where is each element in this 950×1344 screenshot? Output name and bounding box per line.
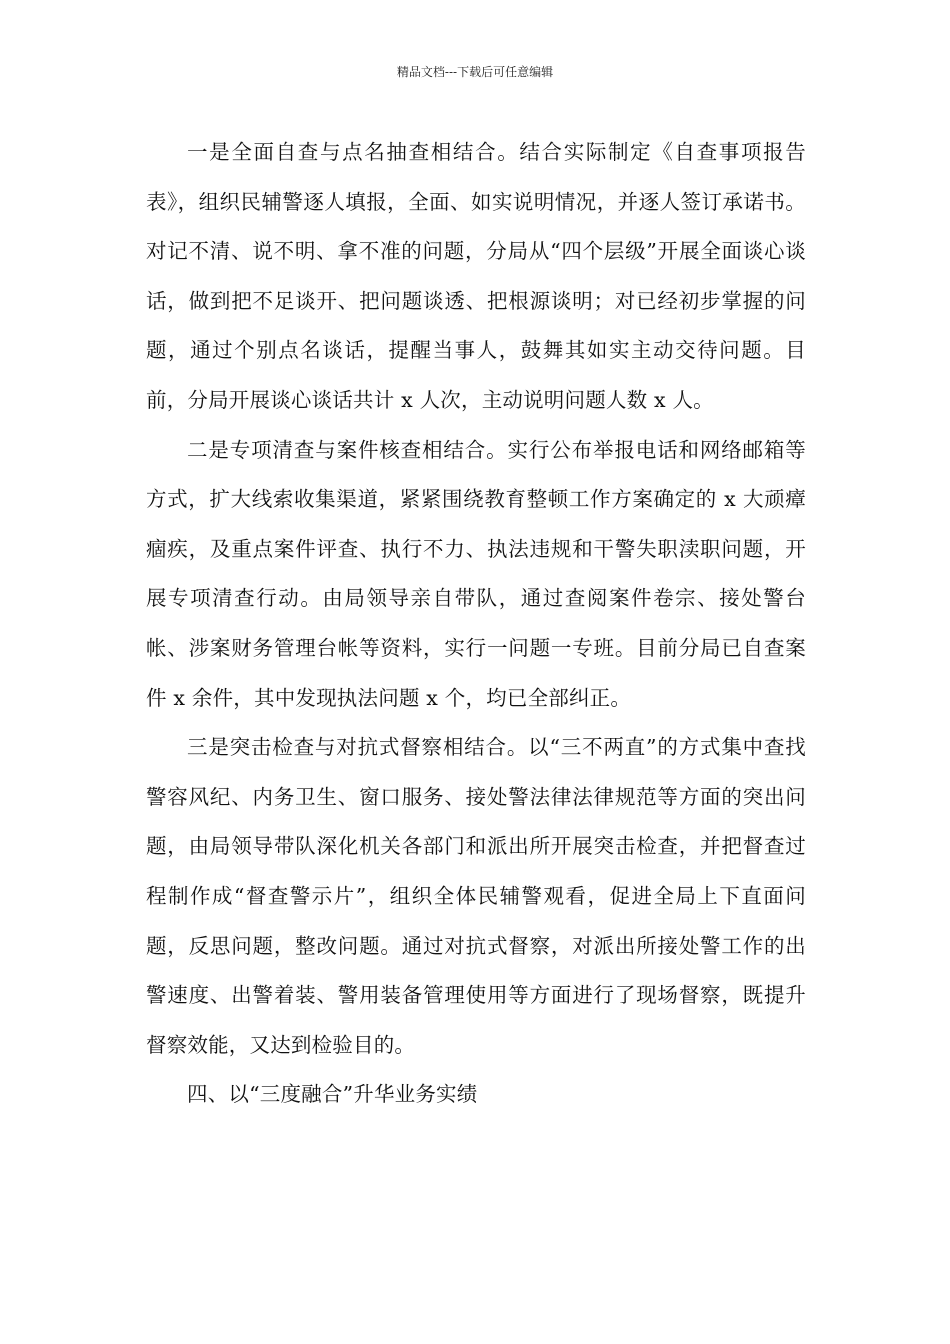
paragraph-self-inspection: 一是全面自查与点名抽查相结合。结合实际制定《自查事项报告表》，组织民辅警逐人填报，全面、如实说明情况，并逐人签订承诺书。对记不清、说不明、拿不准的问题，分局从“四个层级”开展全面谈心谈话，做到把不足谈开、把问题谈透、把根源谈明；对已经初步掌握的问题，通过个别点名谈话，提醒当事人，鼓舞其如实主动交待问题。目前，分局开展谈心谈话共计 x 人次，主动说明问题人数 x 人。 xyxy=(146,140,806,412)
page-header: 精品文档---下载后可任意编辑 xyxy=(396,65,554,79)
document-body xyxy=(146,128,806,1120)
section-heading-four: 四、以“三度融合”升华业务实绩 xyxy=(187,1082,478,1107)
paragraph-special-investigation: 二是专项清查与案件核查相结合。实行公布举报电话和网络邮箱等方式，扩大线索收集渠道，紧紧围绕教育整顿工作方案确定的 x 大顽瘴痼疾，及重点案件评查、执行不力、执法违规和干警失职渎职问题，开展专项清查行动。由局领导亲自带队，通过查阅案件卷宗、接处警台帐、涉案财务管理台帐等资料，实行一问题一专班。目前分局已自查案件 x 余件，其中发现执法问题 x 个，均已全部纠正。 xyxy=(146,437,806,710)
paragraph-surprise-inspection: 三是突击检查与对抗式督察相结合。以“三不两直”的方式集中查找警容风纪、内务卫生、窗口服务、接处警法律法律规范等方面的突出问题，由局领导带队深化机关各部门和派出所开展突击检查，并把督查过程制作成“督查警示片”，组织全体民辅警观看，促进全局上下直面问题，反思问题，整改问题。通过对抗式督察，对派出所接处警工作的出警速度、出警着装、警用装备管理使用等方面进行了现场督察，既提升督察效能，又达到检验目的。 xyxy=(146,735,806,1057)
